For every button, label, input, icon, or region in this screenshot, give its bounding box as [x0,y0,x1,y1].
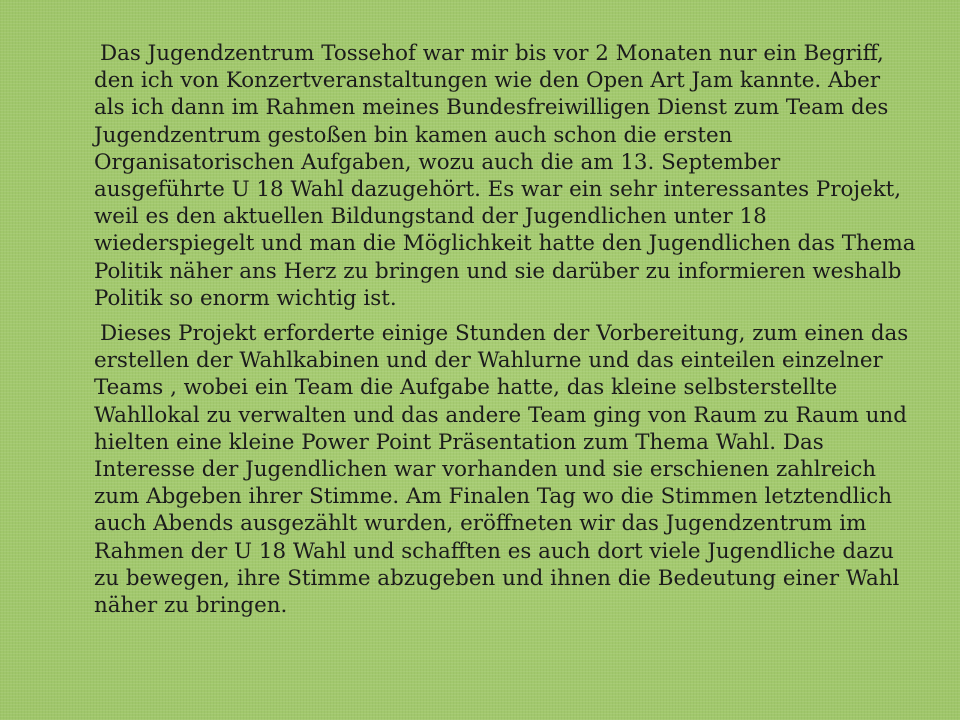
paragraph-2: Dieses Projekt erforderte einige Stunden der Vorbereitung, zum einen das erstellen der Wahlkabinen und der Wahlurne und das einteilen einzelner Teams , wobei ein Team die Aufgabe hatte, das kleine selbsterstellte Wahllokal zu verwalten und das andere Team ging von Raum zu Raum und hielten eine kleine Power Point Präsentation zum Thema Wahl. Das Interesse der Jugendlichen war vorhanden und sie erschienen zahlreich zum Abgeben ihrer Stimme. Am Finalen Tag wo die Stimmen letztendlich auch Abends ausgezählt wurden, eröffneten wir das Jugendzentrum im Rahmen der U 18 Wahl und schafften es auch dort viele Jugendliche dazu zu bewegen, ihre Stimme abzugeben und ihnen die Bedeutung einer Wahl näher zu bringen. [94,321,909,619]
paragraph-1: Das Jugendzentrum Tossehof war mir bis vor 2 Monaten nur ein Begriff, den ich von Konzertveranstaltungen wie den Open Art Jam kannte. Aber als ich dann im Rahmen meines Bundesfreiwilligen Dienst zum Team des Jugendzentrum gestoßen bin kamen auch schon die ersten Organisatorischen Aufgaben, wozu auch die am 13. September ausgeführte U 18 Wahl dazugehört. Es war ein sehr interessantes Projekt, weil es den aktuellen Bildungstand der Jugendlichen unter 18 wiederspiegelt und man die Möglichkeit hatte den Jugendlichen das Thema Politik näher ans Herz zu bringen und sie darüber zu informieren weshalb Politik so enorm wichtig ist. [94,41,916,311]
slide-text-body [94,40,916,619]
